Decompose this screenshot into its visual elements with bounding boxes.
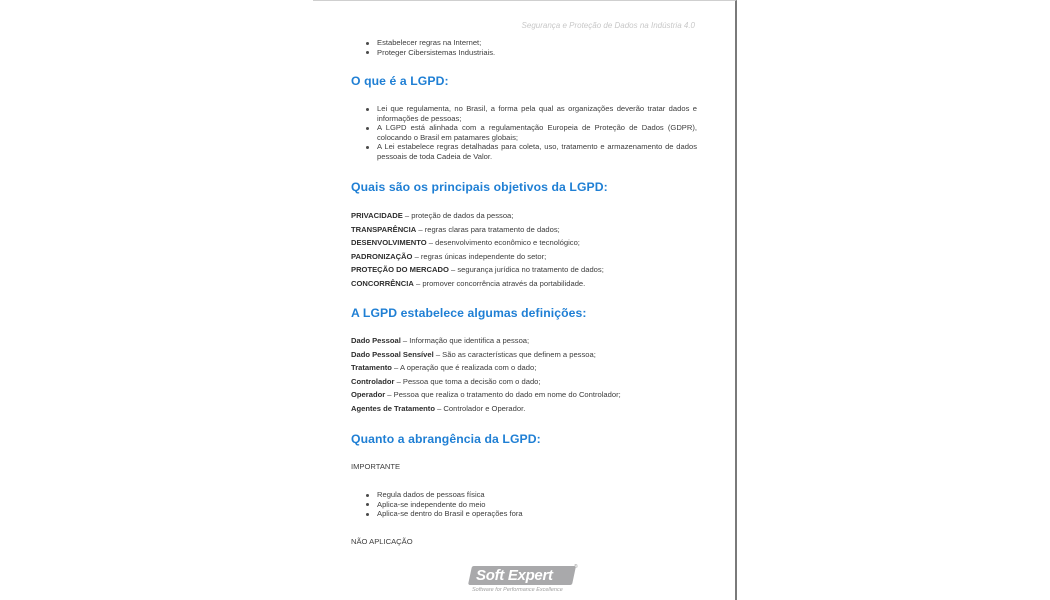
list-item [351,375,697,389]
list-item [351,388,697,402]
running-header: Segurança e Proteção de Dados na Indústria 4.0 [521,21,695,30]
document-page [313,0,737,600]
description: – Controlador e Operador. [434,403,526,413]
description: – regras únicas independente do setor; [412,251,547,261]
what-is-lgpd-list [351,104,697,162]
description: – São as características que definem a pessoa; [433,349,596,359]
description: – segurança jurídica no tratamento de dados; [448,265,604,274]
description: – regras claras para tratamento de dados; [416,224,560,234]
list-item [351,277,697,291]
description: – promover concorrência através da portabilidade. [413,278,586,288]
description: – Pessoa que toma a decisão com o dado; [394,376,541,386]
description: – desenvolvimento econômico e tecnológico; [426,238,580,247]
list-item [351,223,697,237]
list-item: Aplica-se dentro do Brasil e operações fora [351,509,697,519]
description: – A operação que é realizada com o dado; [391,363,537,372]
term: DESENVOLVIMENTO [351,238,427,247]
logo-tagline: Software for Performance Excellence [472,587,563,593]
subheading-importante: IMPORTANTE [351,462,401,471]
list-item: Regula dados de pessoas física [351,490,697,500]
intro-bullet-list [351,38,697,57]
list-item [351,250,697,264]
section-heading-what-is-lgpd: O que é a LGPD: [351,74,449,88]
section-heading-scope: Quanto a abrangência da LGPD: [351,432,541,446]
term: Controlador [351,376,395,386]
term: PRIVACIDADE [351,211,403,220]
softexpert-logo [470,566,580,596]
term: Operador [351,390,386,399]
term: Agentes de Tratamento [351,403,435,413]
description: – Informação que identifica a pessoa; [400,336,530,345]
term: PADRONIZAÇÃO [351,251,413,261]
list-item [351,209,697,223]
list-item: Proteger Cibersistemas Industriais. [351,48,697,58]
list-item: A Lei estabelece regras detalhadas para coleta, uso, tratamento e armazenamento de dados pessoais de toda Cadeia de Valor. [351,142,697,161]
term: Tratamento [351,363,392,372]
list-item [351,236,697,250]
list-item [351,263,697,277]
list-item: Aplica-se independente do meio [351,500,697,510]
list-item [351,334,697,348]
section-heading-definitions: A LGPD estabelece algumas definições: [351,306,587,320]
logo-wordmark: Soft Expert [476,567,553,584]
description: – proteção de dados da pessoa; [402,211,514,220]
subheading-nao-aplicacao: NÃO APLICAÇÃO [351,537,413,546]
list-item [351,348,697,362]
list-item: Estabelecer regras na Internet; [351,38,697,48]
registered-mark: ® [574,564,578,570]
term: TRANSPARÊNCIA [351,224,417,234]
term: PROTEÇÃO DO MERCADO [351,265,449,274]
objectives-list [351,209,697,290]
term: CONCORRÊNCIA [351,278,414,288]
list-item [351,361,697,375]
term: Dado Pessoal Sensível [351,349,434,359]
scope-list [351,490,697,519]
list-item [351,402,697,416]
list-item: A LGPD está alinhada com a regulamentação Europeia de Proteção de Dados (GDPR), colocando o Brasil em patamares globais; [351,123,697,142]
list-item: Lei que regulamenta, no Brasil, a forma pela qual as organizações deverão tratar dados e informações de pessoas; [351,104,697,123]
description: – Pessoa que realiza o tratamento do dado em nome do Controlador; [385,390,621,399]
term: Dado Pessoal [351,336,401,345]
section-heading-objectives: Quais são os principais objetivos da LGPD: [351,180,608,194]
definitions-list [351,334,697,415]
